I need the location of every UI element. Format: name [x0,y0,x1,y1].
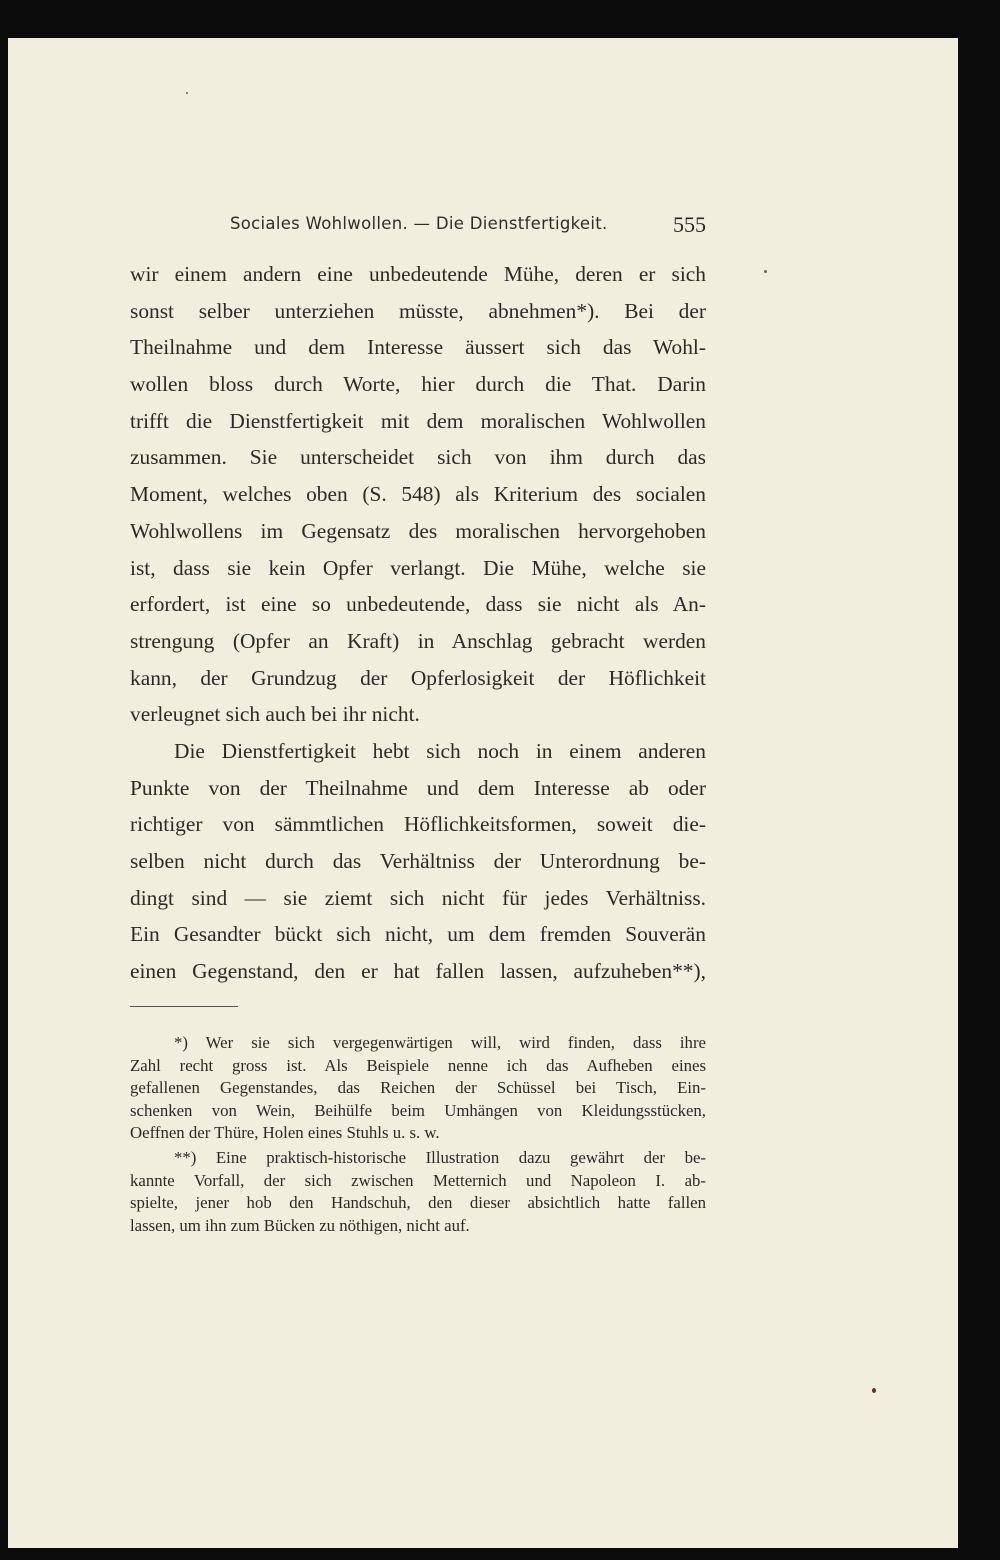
text-line: einen Gegenstand, den er hat fallen lassen, aufzuheben**), [130,959,706,984]
text-line: wollen bloss durch Worte, hier durch die That. Darin [130,372,706,397]
text-line: kann, der Grundzug der Opferlosigkeit der Höflichkeit [130,665,706,690]
footnote-line: gefallenen Gegenstandes, das Reichen der Schüssel bei Tisch, Ein- [130,1078,706,1098]
footnote-2 [130,1147,706,1237]
running-head: Sociales Wohlwollen. — Die Dienstfertigkeit. [230,214,608,233]
footnote-1 [130,1032,706,1145]
footnote-divider [130,1006,238,1007]
text-line: Ein Gesandter bückt sich nicht, um dem fremden Souverän [130,922,706,947]
footnote-line: lassen, um ihn zum Bücken zu nöthigen, nicht auf. [130,1215,470,1235]
footnote-line: Oeffnen der Thüre, Holen eines Stuhls u. s. w. [130,1123,440,1143]
footnote-line: schenken von Wein, Beihülfe beim Umhängen von Kleidungsstücken, [130,1100,706,1120]
text-line: strengung (Opfer an Kraft) in Anschlag gebracht werden [130,628,706,653]
text-line: Punkte von der Theilnahme und dem Interesse ab oder [130,775,706,800]
main-text [130,256,706,990]
text-line: ist, dass sie kein Opfer verlangt. Die Mühe, welche sie [130,555,706,580]
footnote-line: *) Wer sie sich vergegenwärtigen will, wird finden, dass ihre [174,1033,706,1052]
text-line: sonst selber unterziehen müsste, abnehmen*). Bei der [130,298,706,323]
text-line: Theilnahme und dem Interesse äussert sich das Wohl- [130,335,706,360]
page-number: 555 [673,212,706,237]
text-line: Wohlwollens im Gegensatz des moralischen hervorgehoben [130,518,706,543]
footnotes [130,1032,706,1239]
footnote-line: kannte Vorfall, der sich zwischen Metternich und Napoleon I. ab- [130,1170,706,1190]
footnote-line: spielte, jener hob den Handschuh, den dieser absichtlich hatte fallen [130,1193,706,1213]
paper-speck [872,1388,876,1393]
text-line: erfordert, ist eine so unbedeutende, dass sie nicht als An- [130,592,706,617]
paper-speck [186,92,188,94]
text-line: verleugnet sich auch bei ihr nicht. [130,702,420,727]
text-line: trifft die Dienstfertigkeit mit dem moralischen Wohlwollen [130,408,706,433]
text-line: dingt sind — sie ziemt sich nicht für jedes Verhältniss. [130,885,706,910]
text-line: Die Dienstfertigkeit hebt sich noch in einem anderen [174,738,706,763]
text-line: selben nicht durch das Verhältniss der Unterordnung be- [130,849,706,873]
paper-speck [764,270,767,273]
text-line: zusammen. Sie unterscheidet sich von ihm durch das [130,445,706,470]
text-line: richtiger von sämmtlichen Höflichkeitsformen, soweit die- [130,812,706,837]
text-line: wir einem andern eine unbedeutende Mühe, deren er sich [130,262,706,286]
footnote-line: Zahl recht gross ist. Als Beispiele nenne ich das Aufheben eines [130,1055,706,1075]
page-header [130,212,706,242]
text-line: Moment, welches oben (S. 548) als Kriterium des socialen [130,482,706,507]
footnote-line: **) Eine praktisch-historische Illustration dazu gewährt der be- [174,1147,706,1167]
